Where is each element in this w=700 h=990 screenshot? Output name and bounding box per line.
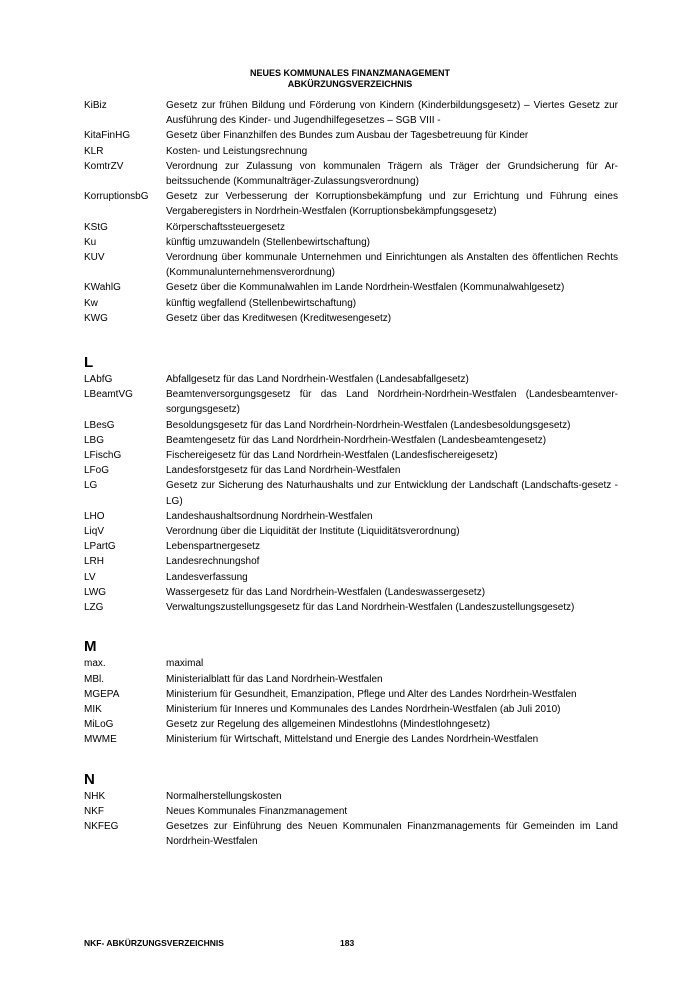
abbreviation: LG	[84, 480, 98, 492]
abbreviation: LHO	[84, 510, 105, 522]
abbreviation-entry	[84, 189, 618, 219]
abbreviation-entry	[84, 600, 618, 615]
definition: Gesetz über das Kreditwesen (Kreditwesengesetz)	[166, 312, 392, 324]
abbreviation-entry	[84, 372, 618, 387]
definition: Wassergesetz für das Land Nordrhein-Westfalen (Landeswassergesetz)	[166, 586, 486, 598]
header-subtitle: ABKÜRZUNGSVERZEICHNIS	[287, 78, 413, 89]
abbreviation-entry	[84, 159, 618, 189]
abbreviation: MBl.	[84, 673, 104, 685]
abbreviation: MWME	[84, 734, 117, 746]
abbreviation-entry	[84, 463, 618, 478]
abbreviation-entry	[84, 250, 618, 280]
definition: Neues Kommunales Finanzmanagement	[166, 805, 348, 817]
abbreviation: KWahlG	[84, 282, 121, 294]
abbreviation: NHK	[84, 790, 106, 802]
abbreviation-entry	[84, 524, 618, 539]
abbreviation-entry	[84, 585, 618, 600]
abbreviation-entry	[84, 387, 618, 417]
definition: künftig umzuwandeln (Stellenbewirtschaftung)	[166, 236, 370, 248]
definition: Gesetz über Finanzhilfen des Bundes zum Ausbau der Tagesbetreuung für Kinder	[166, 130, 529, 142]
definition: Besoldungsgesetz für das Land Nordrhein-Nordrhein-Westfalen (Landesbesoldungsgesetz)	[166, 419, 571, 431]
abbreviation: KitaFinHG	[84, 130, 131, 142]
section-letter-l: L	[84, 354, 94, 372]
abbreviation-entry	[84, 554, 618, 569]
abbreviation: LBesG	[84, 419, 115, 431]
abbreviation: LBG	[84, 434, 105, 446]
abbreviation-entry	[84, 539, 618, 554]
definition: Verordnung über kommunale Unternehmen und Einrichtungen als Anstalten des öffentlichen Rechts (Kommunalunternehmensverordnung)	[166, 252, 618, 279]
definition: Verordnung zur Zulassung von kommunalen Trägern als Träger der Grundsicherung für Ar-beitssuchende (Kommunalträger-Zulassungsverordnung)	[166, 160, 618, 188]
abbreviation-entry	[84, 478, 618, 508]
abbreviation-list	[84, 98, 618, 849]
abbreviation-entry	[84, 144, 618, 159]
definition: Gesetz zur Verbesserung der Korruptionsbekämpfung und zur Errichtung und Führung eines Vergaberegisters in Nordrhein-Westfalen (Korruptionsbekämpfungsgesetz)	[166, 191, 618, 218]
abbreviation: MiLoG	[84, 719, 114, 731]
definition: Landeshaushaltsordnung Nordrhein-Westfalen	[166, 510, 373, 522]
section-letter-m: M	[84, 638, 97, 656]
abbreviation: NKF	[84, 805, 104, 817]
page-header	[0, 68, 700, 89]
definition: Abfallgesetz für das Land Nordrhein-Westfalen (Landesabfallgesetz)	[166, 374, 469, 386]
definition: Kosten- und Leistungsrechnung	[166, 145, 308, 157]
abbreviation-entry	[84, 220, 618, 235]
definition: maximal	[166, 658, 204, 670]
abbreviation: LRH	[84, 556, 105, 568]
abbreviation-entry	[84, 819, 618, 849]
abbreviation-entry	[84, 280, 618, 295]
definition: Verwaltungszustellungsgesetz für das Land Nordrhein-Westfalen (Landeszustellungsgesetz)	[166, 602, 575, 614]
definition: künftig wegfallend (Stellenbewirtschaftung)	[166, 297, 357, 309]
abbreviation: MIK	[84, 703, 102, 715]
abbreviation: KWG	[84, 312, 108, 324]
definition: Beamtenversorgungsgesetz für das Land Nordrhein-Nordrhein-Westfalen (Landesbeamtenver-sorgungsgesetz)	[166, 389, 618, 416]
definition: Körperschaftssteuergesetz	[166, 221, 285, 233]
abbreviation-entry	[84, 311, 618, 326]
abbreviation-entry	[84, 418, 618, 433]
abbreviation-entry	[84, 509, 618, 524]
abbreviation: LFischG	[84, 450, 122, 462]
abbreviation: LV	[84, 571, 96, 583]
abbreviation: KorruptionsbG	[84, 191, 149, 203]
abbreviation-entry	[84, 789, 618, 804]
abbreviation: NKFEG	[84, 820, 119, 832]
definition: Ministerium für Inneres und Kommunales des Landes Nordrhein-Westfalen (ab Juli 2010)	[166, 703, 561, 715]
abbreviation: KomtrZV	[84, 160, 124, 172]
definition: Ministerialblatt für das Land Nordrhein-Westfalen	[166, 673, 383, 685]
abbreviation-entry	[84, 570, 618, 585]
abbreviation-entry	[84, 804, 618, 819]
abbreviation-entry	[84, 128, 618, 143]
abbreviation-entry	[84, 656, 618, 671]
abbreviation-entry	[84, 717, 618, 732]
abbreviation: MGEPA	[84, 688, 120, 700]
definition: Gesetzes zur Einführung des Neuen Kommunalen Finanzmanagements für Gemeinden im Land Nordrhein-Westfalen	[166, 820, 618, 848]
abbreviation: Ku	[84, 236, 97, 248]
abbreviation: LFoG	[84, 465, 110, 477]
abbreviation-entry	[84, 235, 618, 250]
abbreviation: KLR	[84, 145, 104, 157]
definition: Gesetz zur Sicherung des Naturhaushalts und zur Entwicklung der Landschaft (Landschafts-gesetz - LG)	[166, 480, 618, 507]
abbreviation: LiqV	[84, 526, 105, 538]
abbreviation-entry	[84, 672, 618, 687]
definition: Landesforstgesetz für das Land Nordrhein-Westfalen	[166, 465, 401, 477]
definition: Gesetz zur Regelung des allgemeinen Mindestlohns (Mindestlohngesetz)	[166, 719, 491, 731]
definition: Ministerium für Gesundheit, Emanzipation, Pflege und Alter des Landes Nordrhein-Westfalen	[166, 688, 577, 700]
abbreviation: Kw	[84, 297, 98, 309]
definition: Gesetz zur frühen Bildung und Förderung von Kindern (Kinderbildungsgesetz) – Viertes Gesetz zur Ausführung des Kinder- und Jugendhilfegesetzes – SGB VIII -	[166, 100, 618, 127]
abbreviation-entry	[84, 702, 618, 717]
definition: Normalherstellungskosten	[166, 790, 282, 802]
abbreviation: max.	[84, 658, 106, 670]
definition: Landesrechnungshof	[166, 556, 260, 568]
abbreviation-entry	[84, 687, 618, 702]
definition: Lebenspartnergesetz	[166, 541, 260, 553]
abbreviation-entry	[84, 732, 618, 747]
definition: Verordnung über die Liquidität der Institute (Liquiditätsverordnung)	[166, 526, 460, 538]
definition: Gesetz über die Kommunalwahlen im Lande Nordrhein-Westfalen (Kommunalwahlgesetz)	[166, 282, 565, 294]
abbreviation: LBeamtVG	[84, 389, 133, 401]
abbreviation-entry	[84, 433, 618, 448]
abbreviation: KStG	[84, 221, 108, 233]
abbreviation: KUV	[84, 252, 105, 264]
definition: Fischereigesetz für das Land Nordrhein-Westfalen (Landesfischereigesetz)	[166, 450, 498, 462]
definition: Landesverfassung	[166, 571, 248, 583]
definition: Ministerium für Wirtschaft, Mittelstand und Energie des Landes Nordrhein-Westfalen	[166, 734, 539, 746]
section-letter-n: N	[84, 770, 95, 788]
abbreviation-entry	[84, 296, 618, 311]
header-title: NEUES KOMMUNALES FINANZMANAGEMENT	[250, 68, 450, 78]
section-m	[84, 656, 618, 747]
page-number: 183	[340, 938, 355, 948]
abbreviation: LZG	[84, 602, 104, 614]
footer-title: NKF- ABKÜRZUNGSVERZEICHNIS	[84, 938, 224, 948]
section-n	[84, 789, 618, 850]
page-footer	[84, 938, 618, 948]
abbreviation: KiBiz	[84, 100, 107, 111]
definition: Beamtengesetz für das Land Nordrhein-Nordrhein-Westfalen (Landesbeamtengesetz)	[166, 434, 547, 446]
abbreviation: LPartG	[84, 541, 116, 553]
section-l	[84, 372, 618, 615]
abbreviation-entry	[84, 448, 618, 463]
abbreviation: LAbfG	[84, 374, 113, 386]
section-k	[84, 98, 618, 326]
abbreviation-entry	[84, 98, 618, 128]
abbreviation: LWG	[84, 586, 107, 598]
